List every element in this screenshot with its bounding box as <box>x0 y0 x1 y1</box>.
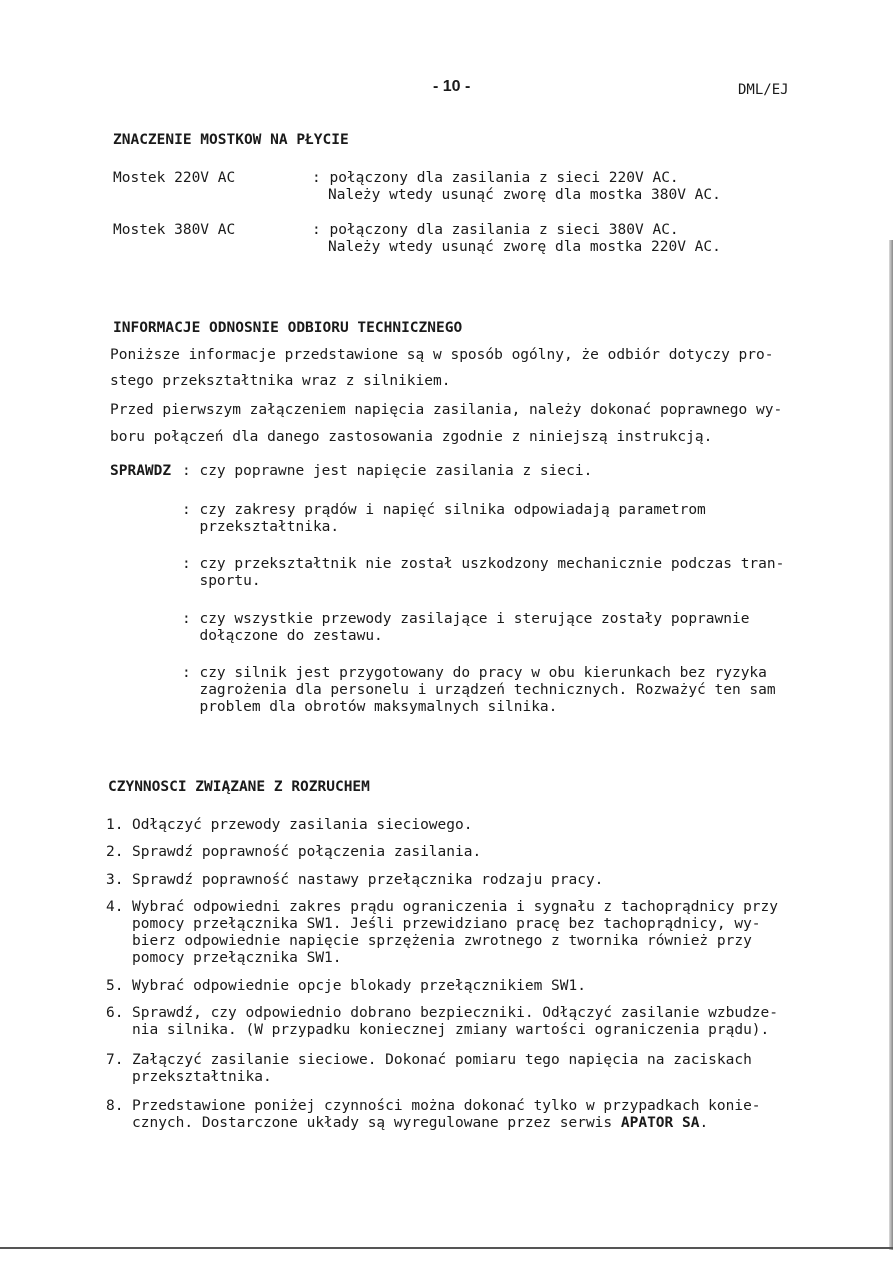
step-text: Sprawdź poprawność połączenia zasilania. <box>132 844 482 860</box>
step-text-final <box>132 1115 708 1132</box>
step-number: 6. <box>106 1005 124 1021</box>
step-text: Wybrać odpowiedni zakres prądu ograniczenia i sygnału z tachoprądnicy przy <box>132 899 779 915</box>
bridge-desc-line: : połączony dla zasilania z sieci 220V AC. <box>312 170 679 186</box>
section-title-bridges: ZNACZENIE MOSTKOW NA PŁYCIE <box>113 132 349 148</box>
step-number: 3. <box>106 872 124 888</box>
section-title-startup: CZYNNOSCI ZWIĄZANE Z ROZRUCHEM <box>108 779 370 795</box>
step-text: Odłączyć przewody zasilania sieciowego. <box>132 817 473 833</box>
check-item: zagrożenia dla personelu i urządzeń technicznych. Rozważyć ten sam <box>182 682 776 698</box>
step-number: 1. <box>106 817 124 833</box>
paragraph-line: Poniższe informacje przedstawione są w sposób ogólny, że odbiór dotyczy pro- <box>110 347 774 363</box>
check-item: : czy zakresy prądów i napięć silnika odpowiadają parametrom <box>182 502 706 518</box>
scan-edge-shadow <box>889 240 893 1250</box>
check-item: : czy wszystkie przewody zasilające i sterujące zostały poprawnie <box>182 611 750 627</box>
step-text: pomocy przełącznika SW1. Jeśli przewidziano pracę bez tachoprądnicy, wy- <box>132 916 761 932</box>
check-label: SPRAWDZ <box>110 463 172 479</box>
step-text: Załączyć zasilanie sieciowe. Dokonać pomiaru tego napięcia na zaciskach <box>132 1052 752 1068</box>
check-item: problem dla obrotów maksymalnych silnika. <box>182 699 558 715</box>
check-item: : czy przekształtnik nie został uszkodzony mechanicznie podczas tran- <box>182 556 785 572</box>
step-text-final-prefix: cznych. Dostarczone układy są wyregulowane przez serwis <box>132 1115 621 1131</box>
step-text: nia silnika. (W przypadku koniecznej zmiany wartości ograniczenia prądu). <box>132 1022 770 1038</box>
step-text-final-suffix: . <box>699 1115 709 1131</box>
check-item: : czy poprawne jest napięcie zasilania z sieci. <box>182 463 593 479</box>
bridge-desc-line: Należy wtedy usunąć zworę dla mostka 380V AC. <box>328 187 721 203</box>
step-number: 5. <box>106 978 124 994</box>
bridge-label: Mostek 220V AC <box>113 170 236 186</box>
check-item: dołączone do zestawu. <box>182 628 383 644</box>
step-number: 2. <box>106 844 124 860</box>
step-text: Sprawdź poprawność nastawy przełącznika rodzaju pracy. <box>132 872 604 888</box>
paragraph-line: stego przekształtnika wraz z silnikiem. <box>110 373 451 389</box>
step-text: Wybrać odpowiednie opcje blokady przełącznikiem SW1. <box>132 978 586 994</box>
step-text: pomocy przełącznika SW1. <box>132 950 342 966</box>
step-text: Sprawdź, czy odpowiednio dobrano bezpieczniki. Odłączyć zasilanie wzbudze- <box>132 1005 779 1021</box>
bridge-label: Mostek 380V AC <box>113 222 236 238</box>
check-item: sportu. <box>182 573 261 589</box>
document-code: DML/EJ <box>738 82 789 98</box>
check-item: przekształtnika. <box>182 519 340 535</box>
section-title-acceptance: INFORMACJE ODNOSNIE ODBIORU TECHNICZNEGO <box>113 320 463 336</box>
step-number: 8. <box>106 1098 124 1114</box>
step-text: przekształtnika. <box>132 1069 272 1085</box>
paragraph-line: Przed pierwszym załączeniem napięcia zasilania, należy dokonać poprawnego wy- <box>110 402 783 418</box>
step-text: bierz odpowiednie napięcie sprzężenia zwrotnego z twornika również przy <box>132 933 752 949</box>
bridge-desc-line: : połączony dla zasilania z sieci 380V AC. <box>312 222 679 238</box>
scan-bottom-line <box>0 1247 893 1249</box>
check-item: : czy silnik jest przygotowany do pracy w obu kierunkach bez ryzyka <box>182 665 767 681</box>
step-text: Przedstawione poniżej czynności można dokonać tylko w przypadkach konie- <box>132 1098 761 1114</box>
company-name: APATOR SA <box>620 1115 700 1131</box>
step-number: 7. <box>106 1052 124 1068</box>
paragraph-line: boru połączeń dla danego zastosowania zgodnie z niniejszą instrukcją. <box>110 429 713 445</box>
step-number: 4. <box>106 899 124 915</box>
bridge-desc-line: Należy wtedy usunąć zworę dla mostka 220V AC. <box>328 239 721 255</box>
page-number: - 10 - <box>433 78 471 95</box>
